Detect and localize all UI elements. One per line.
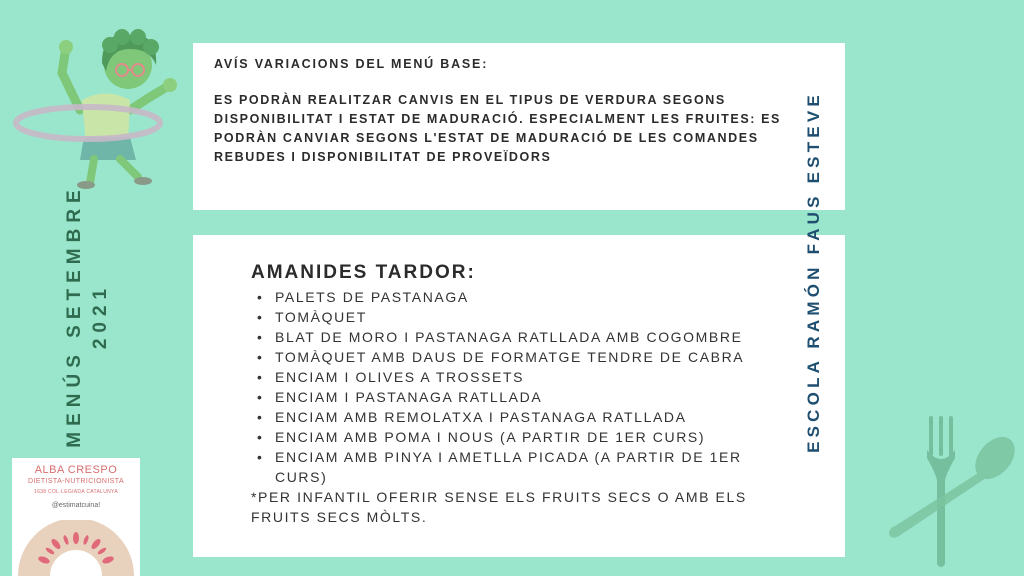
logo-website: @estimatcuina! xyxy=(51,502,101,509)
menu-title-year: 2021 xyxy=(90,282,111,350)
salads-list xyxy=(251,287,795,487)
salads-note: *PER INFANTIL OFERIR SENSE ELS FRUITS SECS O AMB ELS FRUITS SECS MÒLTS. xyxy=(251,489,747,525)
list-item: • ENCIAM AMB REMOLATXA I PASTANAGA RATLLADA xyxy=(275,407,795,427)
list-item: • ENCIAM AMB POMA I NOUS (A PARTIR DE 1ER CURS) xyxy=(275,427,795,447)
salads-box xyxy=(193,235,845,557)
list-item: • TOMÀQUET AMB DAUS DE FORMATGE TENDRE DE CABRA xyxy=(275,347,795,367)
logo-registration: 1638 COL·LEGIADA CATALUNYA xyxy=(34,489,118,495)
fork-spoon-icon xyxy=(885,410,1020,570)
list-item: • BLAT DE MORO I PASTANAGA RATLLADA AMB COGOMBRE xyxy=(275,327,795,347)
notice-box xyxy=(193,43,845,210)
notice-title: AVÍS VARIACIONS DEL MENÚ BASE: xyxy=(214,57,489,71)
notice-body: ES PODRÀN REALITZAR CANVIS EN EL TIPUS DE VERDURA SEGONS DISPONIBILITAT I ESTAT DE MADURACIÓ. ESPECIALMENT LES FRUITES: ES PODRÀN CANVIAR SEGONS L'ESTAT DE MADURACIÓ DE LES COMANDES REBUDES I DISPONIBILITAT DE PROVEÏDORS xyxy=(214,93,781,164)
nutritionist-logo xyxy=(12,458,140,576)
list-item: • ENCIAM I OLIVES A TROSSETS xyxy=(275,367,795,387)
list-item: • TOMÀQUET xyxy=(275,307,795,327)
menu-title-line1: MENÚS SETEMBRE xyxy=(64,184,85,448)
list-item: • ENCIAM I PASTANAGA RATLLADA xyxy=(275,387,795,407)
school-name-vertical: ESCOLA RAMÓN FAUS ESTEVE xyxy=(804,91,823,453)
salads-title: AMANIDES TARDOR: xyxy=(251,262,476,283)
list-item: • ENCIAM AMB PINYA I AMETLLA PICADA (A PARTIR DE 1ER CURS) xyxy=(275,447,795,487)
menu-title-vertical xyxy=(62,166,114,466)
logo-circle-icon xyxy=(12,520,140,576)
logo-subtitle: DIETISTA-NUTRICIONISTA xyxy=(27,478,125,485)
list-item: • PALETS DE PASTANAGA xyxy=(275,287,795,307)
logo-name: ALBA CRESPO xyxy=(34,464,118,476)
